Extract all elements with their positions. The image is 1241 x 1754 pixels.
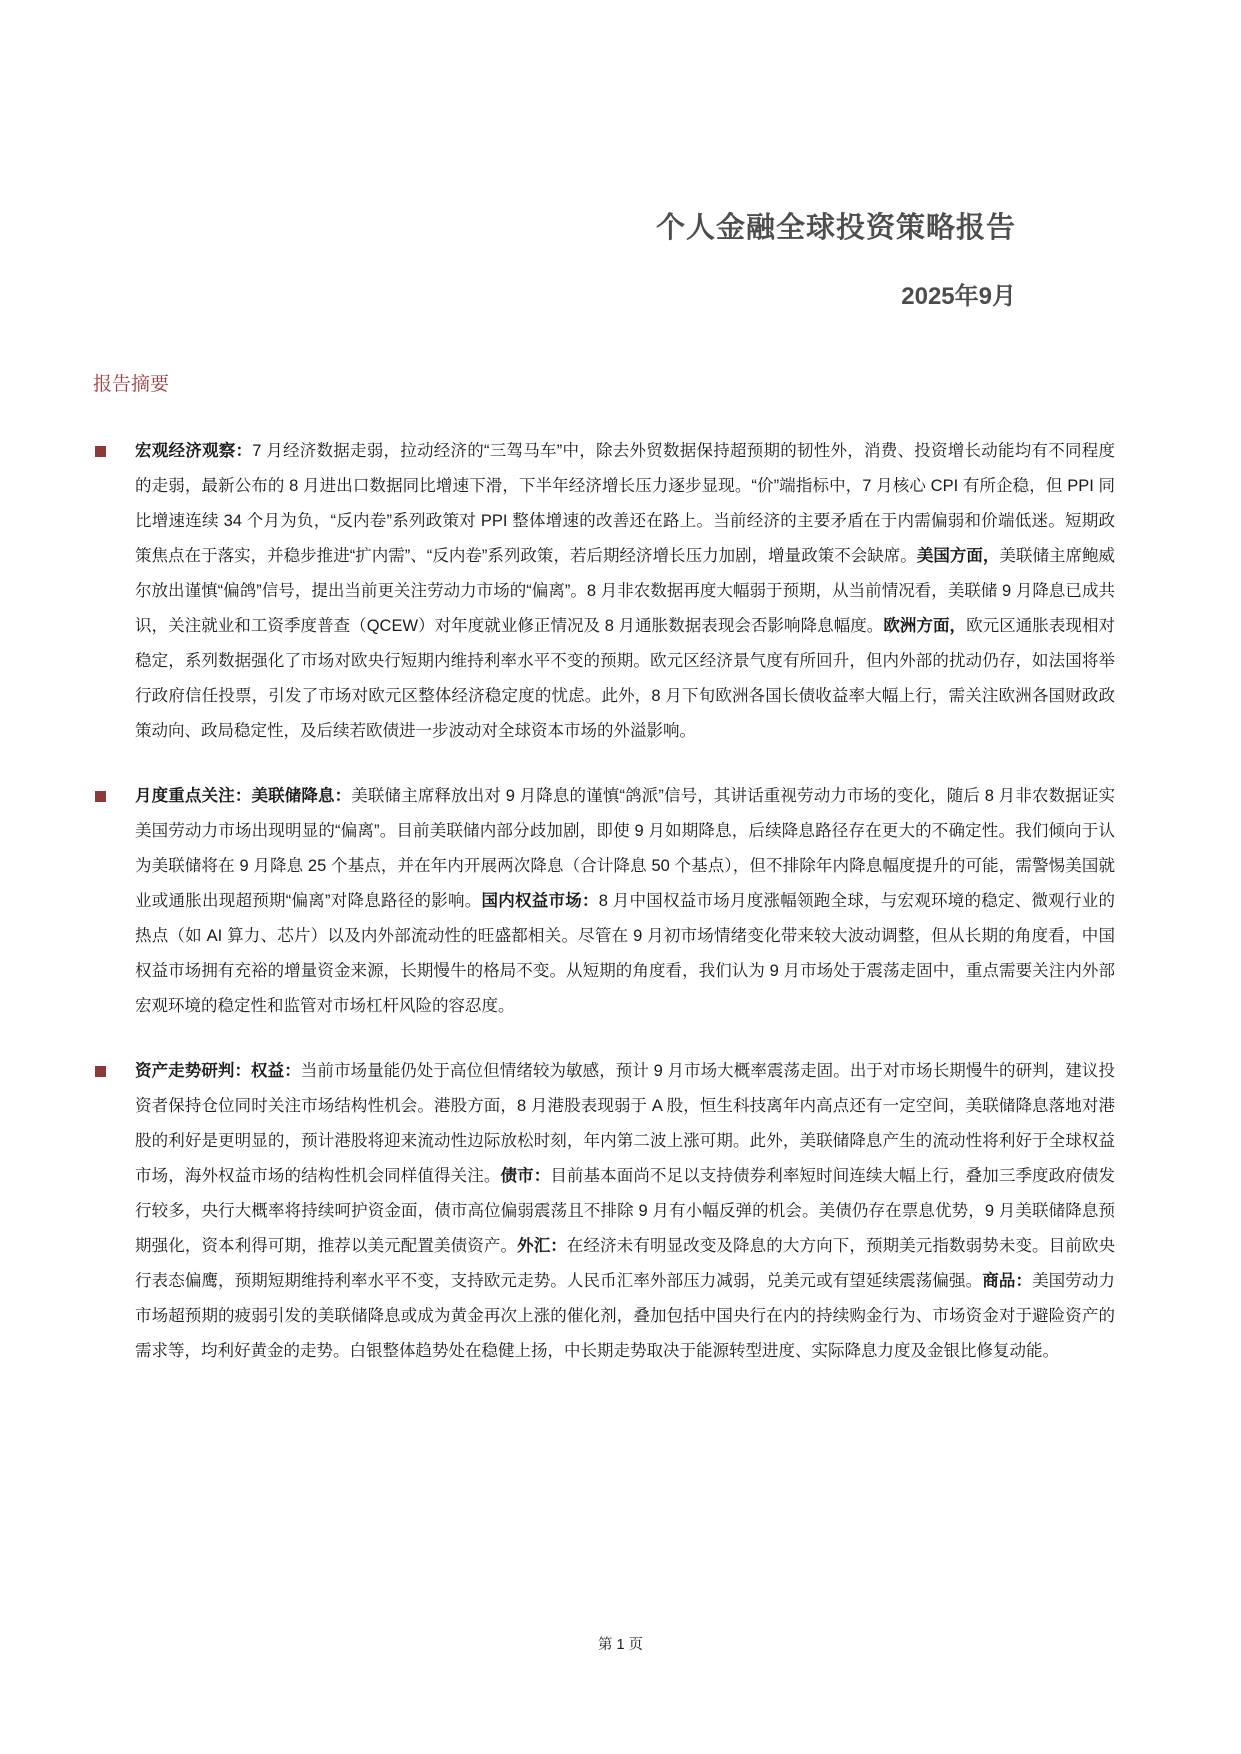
summary-bullet bbox=[93, 1054, 1115, 1369]
bullet-run-bold: 国内权益市场： bbox=[481, 892, 599, 910]
summary-bullet-list bbox=[93, 434, 1115, 1369]
bullet-run-text: 美联储主席鲍威尔放出谨慎“偏鸽”信号，提出当前更关注劳动力市场的“偏离”。8 月非农数据再度大幅弱于预期，从当前情况看，美联储 9 月降息已成共识，关注就业和工资季度普查（QCEW）对年度就业修正情况及 8 月通胀数据表现会否影响降息幅度。 bbox=[135, 547, 1116, 635]
bullet-run-bold: 月度重点关注：美联储降息： bbox=[135, 787, 352, 805]
bullet-run-text: 7 月经济数据走弱，拉动经济的“三驾马车”中，除去外贸数据保持超预期的韧性外，消费、投资增长动能均有不同程度的走弱，最新公布的 8 月进出口数据同比增速下滑，下半年经济增长压力逐步显现。“价”端指标中，7 月核心 CPI 有所企稳，但 PPI 同比增速连续 34 个月为负，“反内卷”系列政策对 PPI 整体增速的改善还在路上。当前经济的主要矛盾在于内需偏弱和价端低迷。短期政策焦点在于落实，并稳步推进“扩内需”、“反内卷”系列政策，若后期经济增长压力加剧，增量政策不会缺席。 bbox=[135, 442, 1115, 565]
bullet-run-text: 8 月中国权益市场月度涨幅领跑全球，与宏观环境的稳定、微观行业的热点（如 AI 算力、芯片）以及内外部流动性的旺盛都相关。尽管在 9 月初市场情绪变化带来较大波动调整，但从长期的角度看，中国权益市场拥有充裕的增量资金来源，长期慢牛的格局不变。从短期的角度看，我们认为 9 月市场处于震荡走固中，重点需要关注内外部宏观环境的稳定性和监管对市场杠杆风险的容忍度。 bbox=[135, 892, 1115, 1015]
report-date: 2025年9月 bbox=[901, 283, 1016, 310]
bullet-run-text: 美国劳动力市场超预期的疲弱引发的美联储降息或成为黄金再次上涨的催化剂，叠加包括中国央行在内的持续购金行为、市场资金对于避险资产的需求等，均利好黄金的走势。白银整体趋势处在稳健上扬，中长期走势取决于能源转型进度、实际降息力度及金银比修复动能。 bbox=[135, 1272, 1116, 1360]
bullet-run-text: 当前市场量能仍处于高位但情绪较为敏感，预计 9 月市场大概率震荡走固。出于对市场长期慢牛的研判，建议投资者保持仓位同时关注市场结构性机会。港股方面，8 月港股表现弱于 A 股，恒生科技离年内高点还有一定空间，美联储降息落地对港股的利好是更明显的，预计港股将迎来流动性边际放松时刻，年内第二波上涨可期。此外，美联储降息产生的流动性将利好于全球权益市场，海外权益市场的结构性机会同样值得关注。 bbox=[135, 1062, 1115, 1185]
report-header bbox=[0, 0, 1241, 311]
page-number: 第 1 页 bbox=[597, 1637, 644, 1653]
bullet-paragraph bbox=[135, 434, 1115, 749]
bullet-run-text: 在经济未有明显改变及降息的大方向下，预期美元指数弱势未变。目前欧央行表态偏鹰，预期短期维持利率水平不变，支持欧元走势。人民币汇率外部压力减弱，兑美元或有望延续震荡偏强。 bbox=[135, 1237, 1116, 1290]
bullet-run-text: 欧元区通胀表现相对稳定，系列数据强化了市场对欧央行短期内维持利率水平不变的预期。欧元区经济景气度有所回升，但内外部的扰动仍存，如法国将举行政府信任投票，引发了市场对欧元区整体经济稳定度的忧虑。此外，8 月下旬欧洲各国长债收益率大幅上行，需关注欧洲各国财政政策动向、政局稳定性，及后续若欧债进一步波动对全球资本市场的外溢影响。 bbox=[135, 617, 1116, 740]
bullet-square-icon bbox=[95, 1066, 106, 1077]
bullet-run-bold: 外汇： bbox=[517, 1237, 567, 1255]
bullet-paragraph bbox=[135, 1054, 1115, 1369]
bullet-run-bold: 商品： bbox=[982, 1272, 1033, 1290]
bullet-run-bold: 宏观经济观察： bbox=[135, 442, 253, 460]
bullet-run-bold: 资产走势研判：权益： bbox=[135, 1062, 301, 1080]
bullet-paragraph bbox=[135, 779, 1115, 1024]
summary-bullet bbox=[93, 779, 1115, 1024]
bullet-run-text: 目前基本面尚不足以支持债券利率短时间连续大幅上行，叠加三季度政府债发行较多，央行大概率将持续呵护资金面，债市高位偏弱震荡且不排除 9 月有小幅反弹的机会。美债仍存在票息优势，9 月美联储降息预期强化，资本利得可期，推荐以美元配置美债资产。 bbox=[135, 1167, 1116, 1255]
bullet-run-bold: 债市： bbox=[500, 1167, 551, 1185]
report-body bbox=[0, 369, 1241, 1369]
bullet-square-icon bbox=[95, 791, 106, 802]
bullet-square-icon bbox=[95, 446, 106, 457]
bullet-run-bold: 欧洲方面， bbox=[883, 617, 967, 635]
section-heading-summary: 报告摘要 bbox=[93, 374, 170, 395]
summary-bullet bbox=[93, 434, 1115, 749]
bullet-run-text: 美联储主席释放出对 9 月降息的谨慎“鸽派”信号，其讲话重视劳动力市场的变化，随后 8 月非农数据证实美国劳动力市场出现明显的“偏离”。目前美联储内部分歧加剧，即使 9 月如期降息，后续降息路径存在更大的不确定性。我们倾向于认为美联储将在 9 月降息 25 个基点，并在年内开展两次降息（合计降息 50 个基点），但不排除年内降息幅度提升的可能，需警惕美国就业或通胀出现超预期“偏离”对降息路径的影响。 bbox=[135, 787, 1116, 910]
bullet-run-bold: 美国方面， bbox=[916, 547, 1000, 565]
report-title: 个人金融全球投资策略报告 bbox=[655, 212, 1016, 244]
